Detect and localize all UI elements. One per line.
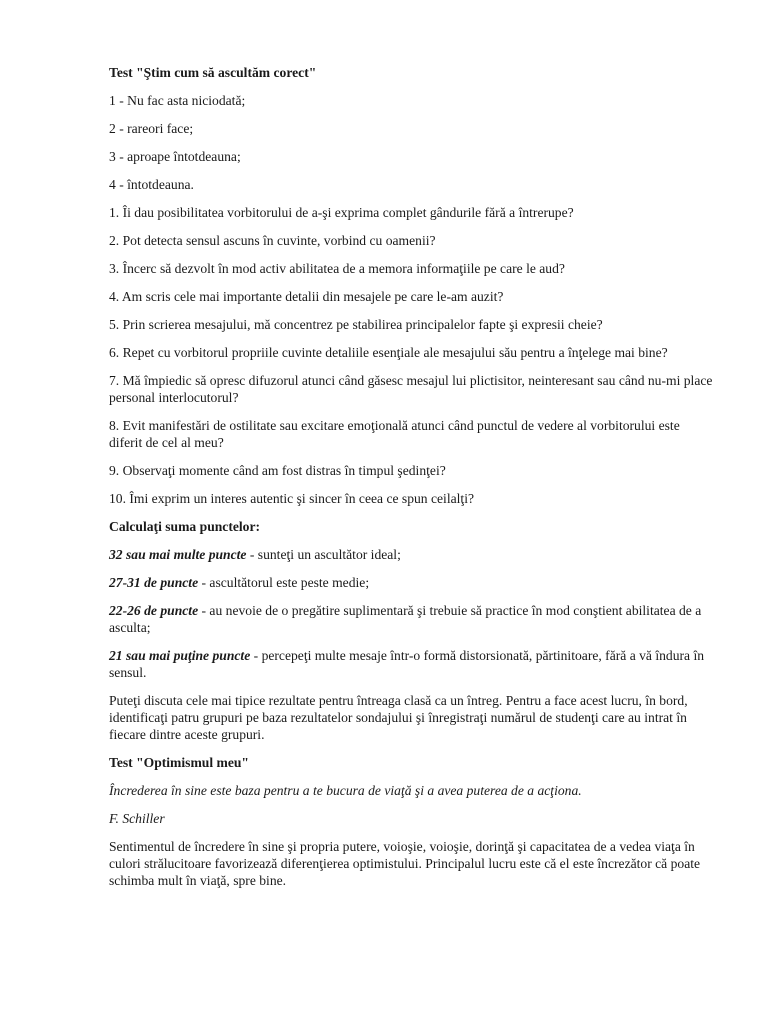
result-item-2	[109, 574, 715, 591]
scale-item-2: 2 - rareori face;	[109, 121, 194, 136]
question-6: 6. Repet cu vorbitorul propriile cuvinte detaliile esenţiale ale mesajului său pentru a înţelege mai bine?	[109, 345, 668, 360]
result-text: - au nevoie de o pregătire suplimentară şi trebuie să practice în mod conştient abilitatea de a asculta;	[109, 603, 702, 635]
question-8: 8. Evit manifestări de ostilitate sau excitare emoţională atunci când punctul de vedere al vorbitorului este diferit de cel al meu?	[109, 418, 680, 450]
question-10: 10. Îmi exprim un interes autentic şi sincer în ceea ce spun ceilalţi?	[109, 491, 475, 506]
scale-item-3: 3 - aproape întotdeauna;	[109, 149, 241, 164]
result-range: 22-26 de puncte	[109, 603, 199, 618]
result-text: - percepeţi multe mesaje într-o formă distorsionată, părtinitoare, fără a vă îndura în sensul.	[109, 648, 705, 680]
test-title-optimism: Test "Optimismul meu"	[109, 755, 249, 770]
test-title-listening: Test "Ştim cum să ascultăm corect"	[109, 65, 317, 80]
result-item-4	[109, 647, 715, 681]
scale-item-4: 4 - întotdeauna.	[109, 177, 194, 192]
question-7: 7. Mă împiedic să opresc difuzorul atunci când găsesc mesajul lui plictisitor, neinteresant sau când nu-mi place personal interlocutorul?	[109, 373, 713, 405]
question-1: 1. Îi dau posibilitatea vorbitorului de a-şi exprima complet gândurile fără a întrerupe?	[109, 205, 574, 220]
result-range: 27-31 de puncte	[109, 575, 199, 590]
question-3: 3. Încerc să dezvolt în mod activ abilitatea de a memora informaţiile pe care le aud?	[109, 261, 565, 276]
quote: Încrederea în sine este baza pentru a te bucura de viaţă şi a avea puterea de a acţiona.	[109, 783, 582, 798]
result-range: 21 sau mai puţine puncte	[109, 648, 251, 663]
result-range: 32 sau mai multe puncte	[109, 547, 247, 562]
result-item-3	[109, 602, 715, 636]
result-text: - ascultătorul este peste medie;	[198, 575, 370, 590]
document-page	[109, 64, 715, 900]
result-text: - sunteţi un ascultător ideal;	[246, 547, 401, 562]
question-5: 5. Prin scrierea mesajului, mă concentrez pe stabilirea principalelor fapte şi expresii cheie?	[109, 317, 603, 332]
question-2: 2. Pot detecta sensul ascuns în cuvinte, vorbind cu oamenii?	[109, 233, 436, 248]
discussion-paragraph: Puteţi discuta cele mai tipice rezultate pentru întreaga clasă ca un întreg. Pentru a face acest lucru, în bord, identificaţi patru grupuri pe baza rezultatelor sondajului şi înregistraţi numărul de studenţi care au intrat în fiecare dintre aceste grupuri.	[109, 693, 688, 742]
result-item-1	[109, 546, 715, 563]
sum-heading: Calculaţi suma punctelor:	[109, 519, 261, 534]
quote-author: F. Schiller	[109, 811, 165, 826]
question-9: 9. Observaţi momente când am fost distras în timpul şedinţei?	[109, 463, 446, 478]
final-paragraph: Sentimentul de încredere în sine şi propria putere, voioşie, voioşie, dorinţă şi capacitatea de a vedea viaţa în culori strălucitoare favorizează diferenţierea optimistului. Principalul lucru este că el este încrezător că poate schimba mult în viaţă, spre bine.	[109, 839, 701, 888]
scale-item-1: 1 - Nu fac asta niciodată;	[109, 93, 246, 108]
question-4: 4. Am scris cele mai importante detalii din mesajele pe care le-am auzit?	[109, 289, 504, 304]
